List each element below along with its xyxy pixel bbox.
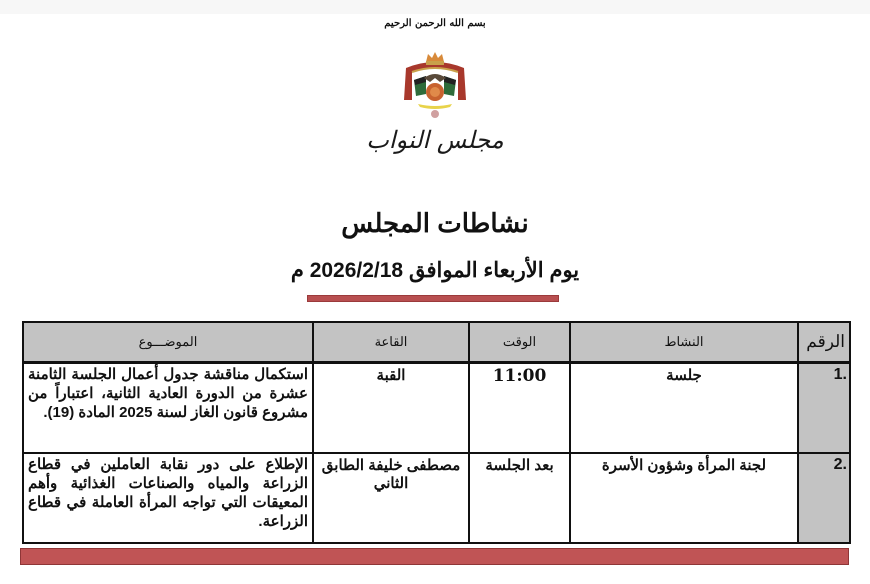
table-row — [23, 453, 850, 543]
activities-table — [22, 321, 851, 544]
row-activity: جلسة — [570, 363, 798, 454]
column-header-activity: النشاط — [570, 322, 798, 363]
footer-divider-bar — [20, 548, 849, 565]
row-hall: القبة — [313, 363, 469, 454]
row-time: بعد الجلسة — [469, 453, 570, 543]
date-subtitle: يوم الأربعاء الموافق 2026/2/18 م — [290, 259, 580, 282]
row-number: 2. — [798, 453, 850, 543]
jordan-coat-of-arms-icon — [396, 50, 474, 120]
page-title: نشاطات المجلس — [341, 208, 529, 238]
column-header-time: الوقت — [469, 322, 570, 363]
column-header-hall: القاعة — [313, 322, 469, 363]
column-header-number: الرقم — [798, 322, 850, 363]
title-underline-divider — [307, 295, 559, 302]
row-number: 1. — [798, 363, 850, 454]
table-row — [23, 363, 850, 454]
council-name-logo: مجلس النواب — [366, 126, 504, 154]
row-activity: لجنة المرأة وشؤون الأسرة — [570, 453, 798, 543]
column-header-topic: الموضـــوع — [23, 322, 313, 363]
table-header-row — [23, 322, 850, 363]
row-time: 11:00 — [469, 363, 570, 454]
row-topic: استكمال مناقشة جدول أعمال الجلسة الثامنة عشرة من الدورة العادية الثانية، اعتباراً من مشروع قانون الغاز لسنة 2025 المادة (19). — [23, 363, 313, 454]
top-band — [0, 0, 870, 14]
row-topic: الإطلاع على دور نقابة العاملين في قطاع الزراعة والمياه والصناعات الغذائية وأهم المعيقات التي تواجه المرأة العاملة في قطاع الزراعة. — [23, 453, 313, 543]
row-hall: مصطفى خليفة الطابق الثاني — [313, 453, 469, 543]
basmala: بسم الله الرحمن الرحيم — [384, 18, 486, 29]
